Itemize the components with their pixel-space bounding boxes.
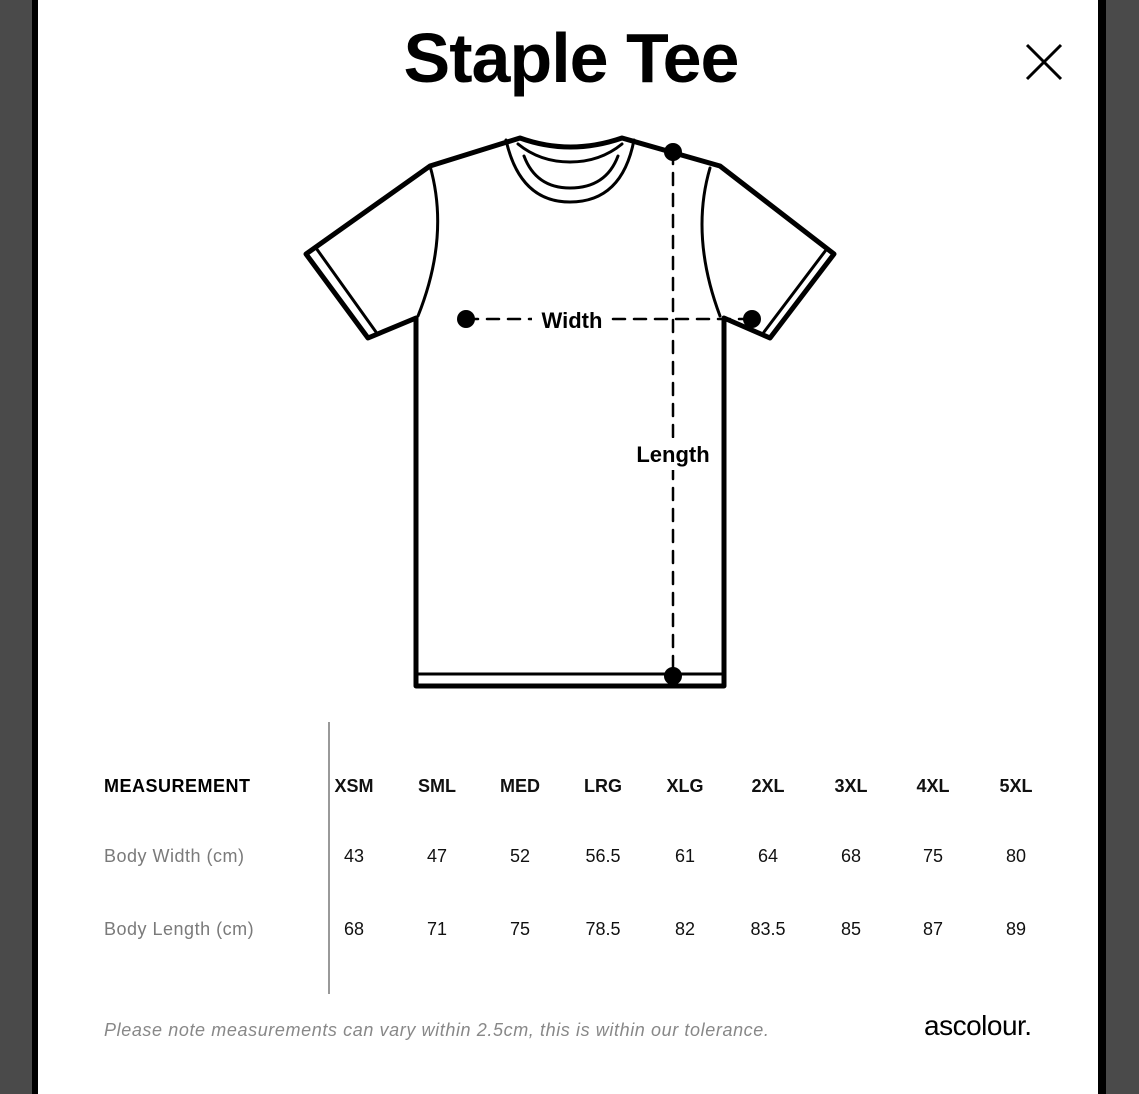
length-point-bottom xyxy=(664,667,682,685)
table-cell: 64 xyxy=(757,846,779,866)
row-label: Body Length (cm) xyxy=(104,919,255,939)
right-sleeve-hem xyxy=(764,250,826,332)
table-header-row xyxy=(104,776,1044,806)
size-table xyxy=(104,722,1044,994)
width-label: Width xyxy=(541,308,603,333)
table-cell: 47 xyxy=(426,846,448,866)
header-size: XLG xyxy=(666,776,704,796)
header-size: LRG xyxy=(584,776,622,796)
header-label: MEASUREMENT xyxy=(104,776,251,796)
table-cell: 80 xyxy=(1005,846,1027,866)
close-icon xyxy=(1024,42,1064,82)
page-title: Staple Tee xyxy=(403,19,739,97)
length-label: Length xyxy=(636,442,710,467)
tolerance-note: Please note measurements can vary within 2.5cm, this is within our tolerance. xyxy=(104,1020,770,1040)
table-cell: 68 xyxy=(343,919,365,939)
tshirt-outline xyxy=(306,138,834,686)
table-cell: 78.5 xyxy=(585,919,621,939)
header-size: XSM xyxy=(334,776,374,796)
table-cell: 61 xyxy=(674,846,696,866)
left-sleeve-hem xyxy=(316,248,376,332)
header-size: 2XL xyxy=(751,776,785,796)
table-cell: 85 xyxy=(840,919,862,939)
table-cell: 56.5 xyxy=(585,846,621,866)
table-cell: 87 xyxy=(922,919,944,939)
table-cell: 83.5 xyxy=(750,919,786,939)
left-sleeve-seam xyxy=(418,166,438,316)
width-point-right xyxy=(743,310,761,328)
width-point-left xyxy=(457,310,475,328)
header-size: MED xyxy=(500,776,540,796)
brand-logo[interactable]: ascolour. xyxy=(924,1010,1032,1041)
table-cell: 68 xyxy=(840,846,862,866)
header-size: 3XL xyxy=(834,776,868,796)
tshirt-diagram xyxy=(300,126,840,696)
table-cell: 43 xyxy=(343,846,365,866)
table-cell: 75 xyxy=(509,919,531,939)
table-cell: 89 xyxy=(1005,919,1027,939)
table-cell: 75 xyxy=(922,846,944,866)
row-label: Body Width (cm) xyxy=(104,846,245,866)
header-size: 5XL xyxy=(999,776,1033,796)
right-sleeve-seam xyxy=(702,168,720,316)
table-cell: 52 xyxy=(509,846,531,866)
table-cell: 71 xyxy=(426,919,448,939)
table-cell: 82 xyxy=(674,919,696,939)
length-point-top xyxy=(664,143,682,161)
header-size: SML xyxy=(418,776,456,796)
size-guide-panel xyxy=(38,0,1098,1094)
size-guide-modal xyxy=(32,0,1106,1094)
header-size: 4XL xyxy=(916,776,950,796)
table-row xyxy=(104,919,1044,949)
table-row xyxy=(104,846,1044,876)
close-button[interactable] xyxy=(1024,42,1064,82)
